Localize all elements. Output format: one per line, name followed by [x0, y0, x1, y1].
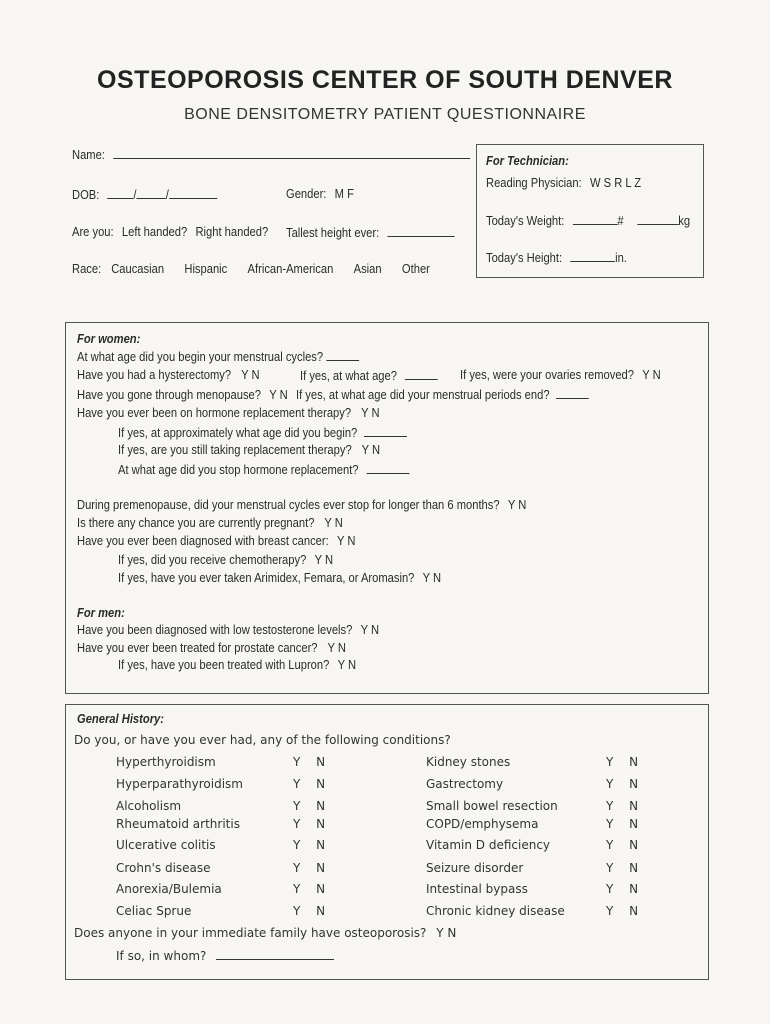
lupron-yn[interactable]: Y N	[337, 657, 357, 672]
premenopause-yn[interactable]: Y N	[507, 497, 527, 512]
question-text: If yes, were your ovaries removed?	[460, 367, 634, 382]
menopause-age-field[interactable]	[556, 386, 589, 399]
condition-yn[interactable]: Y N	[606, 838, 645, 852]
menstrual-start-age-field[interactable]	[326, 348, 359, 361]
condition-label: Celiac Sprue	[116, 904, 192, 918]
condition-label: Seizure disorder	[426, 861, 524, 875]
condition-label: Anorexia/Bulemia	[116, 882, 222, 896]
condition-label: Kidney stones	[426, 755, 511, 769]
question-text: Is there any chance you are currently pregnant?	[77, 515, 315, 530]
race-row	[72, 261, 430, 276]
hrt-stop-age-field[interactable]	[367, 461, 410, 474]
menstrual-start-question	[77, 348, 359, 364]
prostate-question	[77, 640, 346, 655]
family-whom-field[interactable]	[216, 947, 334, 960]
tallest-height-field[interactable]	[388, 224, 455, 237]
condition-yn[interactable]: Y N	[606, 799, 645, 813]
race-option-hispanic[interactable]: Hispanic	[184, 261, 228, 276]
hrt-question	[77, 405, 380, 420]
weight-kg-field[interactable]	[637, 212, 678, 225]
condition-yn[interactable]: Y N	[293, 817, 332, 831]
condition-yn[interactable]: Y N	[293, 904, 332, 918]
handedness-row	[72, 224, 268, 239]
condition-label: Gastrectomy	[426, 777, 504, 791]
condition-label: Crohn's disease	[116, 861, 211, 875]
condition-yn[interactable]: Y N	[606, 861, 645, 875]
technician-heading: For Technician:	[486, 153, 569, 168]
family-whom-question	[116, 947, 334, 963]
hrt-start-question	[118, 424, 407, 440]
aromatase-question	[118, 570, 441, 585]
question-text: At what age did you begin your menstrual cycles?	[77, 349, 324, 364]
question-text: If yes, at what age?	[300, 368, 397, 383]
weight-row	[486, 212, 690, 228]
height-field[interactable]	[570, 249, 615, 262]
condition-yn[interactable]: Y N	[293, 861, 332, 875]
question-text: Have you had a hysterectomy?	[77, 367, 232, 382]
dob-separator: /	[133, 187, 137, 202]
condition-yn[interactable]: Y N	[606, 755, 645, 769]
question-text: If yes, have you been treated with Lupron?	[118, 657, 330, 672]
gender-row	[286, 186, 354, 201]
name-row	[72, 146, 470, 162]
question-text: If yes, at approximately what age did you begin?	[118, 425, 358, 440]
question-text: Have you ever been diagnosed with breast cancer:	[77, 533, 329, 548]
condition-yn[interactable]: Y N	[293, 777, 332, 791]
prostate-yn[interactable]: Y N	[327, 640, 346, 655]
hysterectomy-yn[interactable]: Y N	[241, 367, 260, 382]
question-text: If so, in whom?	[116, 949, 207, 963]
hrt-stop-question	[118, 461, 410, 477]
chemotherapy-question	[118, 552, 333, 567]
men-heading: For men:	[77, 605, 125, 620]
dob-month-field[interactable]	[108, 186, 134, 199]
question-text: Does anyone in your immediate family have osteoporosis?	[74, 926, 427, 940]
condition-yn[interactable]: Y N	[293, 838, 332, 852]
question-text: If yes, have you ever taken Arimidex, Femara, or Aromasin?	[118, 570, 415, 585]
chemotherapy-yn[interactable]: Y N	[314, 552, 334, 567]
question-text: During premenopause, did your menstrual cycles ever stop for longer than 6 months?	[77, 497, 500, 512]
question-text: At what age did you stop hormone replacement?	[118, 462, 359, 477]
race-option-caucasian[interactable]: Caucasian	[111, 261, 165, 276]
condition-label: Chronic kidney disease	[426, 904, 565, 918]
hrt-start-age-field[interactable]	[364, 424, 407, 437]
condition-yn[interactable]: Y N	[606, 904, 645, 918]
women-heading: For women:	[77, 331, 141, 346]
race-option-other[interactable]: Other	[401, 261, 430, 276]
hrt-current-yn[interactable]: Y N	[361, 442, 381, 457]
question-text: Have you gone through menopause?	[77, 387, 261, 402]
dob-day-field[interactable]	[137, 186, 166, 199]
family-history-yn[interactable]: Y N	[436, 926, 457, 940]
condition-label: Vitamin D deficiency	[426, 838, 551, 852]
lupron-question	[118, 657, 356, 672]
condition-label: Hyperparathyroidism	[116, 777, 243, 791]
condition-yn[interactable]: Y N	[293, 882, 332, 896]
question-text: Have you been diagnosed with low testosterone levels?	[77, 622, 353, 637]
reading-physician-row	[486, 175, 641, 190]
height-unit: in.	[615, 250, 627, 265]
general-history-heading: General History:	[77, 711, 164, 726]
pregnant-yn[interactable]: Y N	[324, 515, 343, 530]
condition-yn[interactable]: Y N	[606, 777, 645, 791]
left-handed-option[interactable]: Left handed?	[121, 224, 188, 239]
handed-label: Are you:	[72, 224, 114, 239]
condition-label: Intestinal bypass	[426, 882, 528, 896]
breast-cancer-question	[77, 533, 355, 548]
hysterectomy-question	[77, 367, 260, 382]
menopause-yn[interactable]: Y N	[269, 387, 288, 402]
weight-unit-kg: kg	[678, 213, 691, 228]
height-row	[486, 249, 627, 265]
pregnant-question	[77, 515, 343, 530]
breast-cancer-yn[interactable]: Y N	[336, 533, 356, 548]
race-option-asian[interactable]: Asian	[353, 261, 382, 276]
height-label: Today's Height:	[486, 250, 563, 265]
weight-unit-lbs: #	[617, 213, 624, 228]
question-text: If yes, did you receive chemotherapy?	[118, 552, 307, 567]
condition-label: Alcoholism	[116, 799, 182, 813]
dob-separator: /	[165, 187, 169, 202]
physician-options[interactable]: W S R L Z	[589, 175, 642, 190]
hysterectomy-age-question	[300, 367, 438, 383]
condition-yn[interactable]: Y N	[293, 799, 332, 813]
premenopause-question	[77, 497, 526, 512]
condition-label: Small bowel resection	[426, 799, 558, 813]
weight-lbs-field[interactable]	[573, 212, 618, 225]
condition-label: Ulcerative colitis	[116, 838, 216, 852]
question-text: If yes, at what age did your menstrual periods end?	[295, 387, 550, 402]
hrt-yn[interactable]: Y N	[361, 405, 380, 420]
condition-yn[interactable]: Y N	[606, 882, 645, 896]
hysterectomy-age-field[interactable]	[405, 367, 438, 380]
reading-physician-label: Reading Physician:	[486, 175, 582, 190]
family-history-question	[74, 926, 456, 940]
question-text: If yes, are you still taking replacement therapy?	[118, 442, 352, 457]
name-label: Name:	[72, 147, 105, 162]
dob-year-field[interactable]	[169, 186, 217, 199]
ovaries-yn[interactable]: Y N	[642, 367, 661, 382]
form-title: OSTEOPOROSIS CENTER OF SOUTH DENVER	[97, 66, 673, 94]
condition-label: COPD/emphysema	[426, 817, 539, 831]
condition-yn[interactable]: Y N	[606, 817, 645, 831]
hrt-current-question	[118, 442, 380, 457]
tallest-height-row	[286, 224, 455, 240]
condition-label: Rheumatoid arthritis	[116, 817, 240, 831]
tallest-label: Tallest height ever:	[286, 225, 380, 240]
question-text: Have you ever been on hormone replacement therapy?	[77, 405, 352, 420]
dob-label: DOB:	[72, 187, 100, 202]
condition-label: Hyperthyroidism	[116, 755, 216, 769]
weight-label: Today's Weight:	[486, 213, 565, 228]
testosterone-yn[interactable]: Y N	[360, 622, 380, 637]
question-text: Have you ever been treated for prostate cancer?	[77, 640, 318, 655]
ovaries-question	[460, 367, 661, 382]
dob-row	[72, 186, 217, 202]
form-subtitle: BONE DENSITOMETRY PATIENT QUESTIONNAIRE	[184, 106, 586, 123]
gender-options[interactable]: M F	[334, 186, 354, 201]
aromatase-yn[interactable]: Y N	[422, 570, 442, 585]
race-label: Race:	[72, 261, 102, 276]
condition-yn[interactable]: Y N	[293, 755, 332, 769]
menopause-question	[77, 386, 589, 402]
race-option-african-american[interactable]: African-American	[247, 261, 334, 276]
conditions-intro: Do you, or have you ever had, any of the following conditions?	[74, 733, 451, 747]
gender-label: Gender:	[286, 186, 327, 201]
testosterone-question	[77, 622, 379, 637]
right-handed-option[interactable]: Right handed?	[195, 224, 269, 239]
name-field[interactable]	[113, 146, 470, 159]
